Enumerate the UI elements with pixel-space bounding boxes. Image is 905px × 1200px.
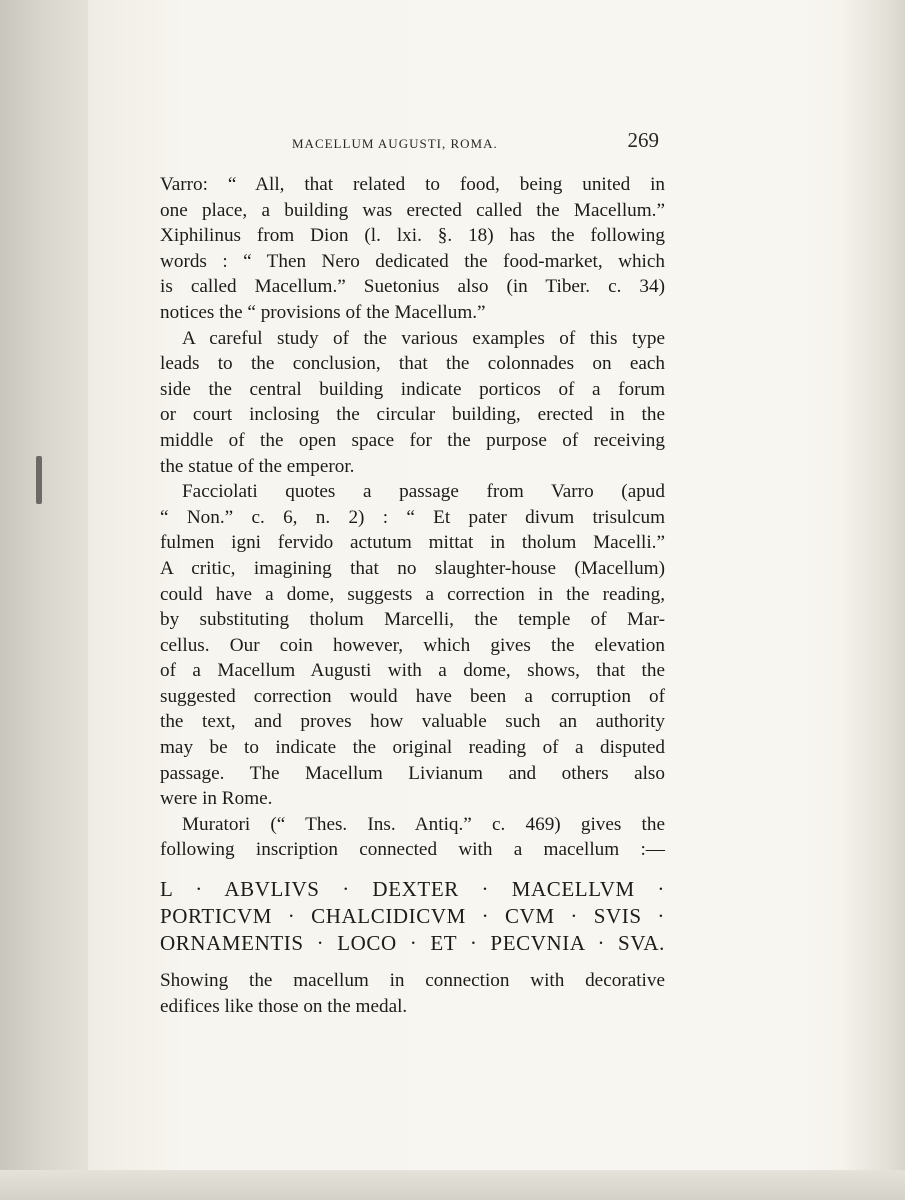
paragraph-2: [160, 326, 665, 480]
text-line: “ Non.” c. 6, n. 2) : “ Et pater divum trisulcum: [160, 506, 665, 528]
text-line: is called Macellum.” Suetonius also (in Tiber. c. 34): [160, 276, 665, 298]
text-line: passage. The Macellum Livianum and others also: [160, 762, 665, 784]
text-line: edifices like those on the medal.: [160, 995, 408, 1017]
text-line: or court inclosing the circular building, erected in the: [160, 404, 665, 426]
paragraph-4: [160, 812, 665, 863]
text-line: the statue of the emperor.: [160, 455, 355, 477]
text-line: words : “ Then Nero dedicated the food-market, which: [160, 250, 665, 272]
paragraph-3: [160, 479, 665, 812]
text-line: the text, and proves how valuable such an authority: [160, 711, 665, 733]
text-line: Showing the macellum in connection with decorative: [160, 970, 665, 991]
text-line: Muratori (“ Thes. Ins. Antiq.” c. 469) gives the: [182, 813, 665, 835]
body-text: [160, 172, 665, 863]
text-line: notices the “ provisions of the Macellum.”: [160, 301, 486, 323]
text-line: fulmen igni fervido actutum mittat in tholum Macelli.”: [160, 532, 665, 554]
text-line: were in Rome.: [160, 788, 273, 810]
text-line: leads to the conclusion, that the colonnades on each: [160, 353, 665, 375]
page-header: [160, 128, 663, 158]
text-line: cellus. Our coin however, which gives the elevation: [160, 634, 665, 656]
binding-mark: [36, 456, 42, 504]
running-head: MACELLUM AUGUSTI, ROMA.: [292, 136, 498, 151]
text-line: following inscription connected with a macellum :—: [160, 839, 665, 861]
text-line: A critic, imagining that no slaughter-house (Macellum): [160, 557, 665, 579]
text-line: one place, a building was erected called the Macellum.”: [160, 199, 665, 221]
text-line: A careful study of the various examples of this type: [182, 327, 665, 349]
text-line: Xiphilinus from Dion (l. lxi. §. 18) has the following: [160, 225, 665, 247]
text-line: Facciolati quotes a passage from Varro (apud: [182, 481, 665, 503]
inscription-line: L · ABVLIVS · DEXTER · MACELLVM ·: [160, 877, 665, 901]
page-edge: [845, 0, 905, 1200]
page-number: 269: [627, 128, 659, 152]
text-line: Varro: “ All, that related to food, being united in: [160, 174, 665, 195]
text-line: may be to indicate the original reading of a disputed: [160, 737, 665, 759]
inscription-line: ORNAMENTIS · LOCO · ET · PECVNIA · SVA.: [160, 931, 665, 955]
text-line: side the central building indicate porticos of a forum: [160, 378, 665, 400]
text-line: middle of the open space for the purpose of receiving: [160, 429, 665, 451]
paragraph-1: [160, 172, 665, 326]
text-line: could have a dome, suggests a correction in the reading,: [160, 583, 665, 605]
inscription-line: PORTICVM · CHALCIDICVM · CVM · SVIS ·: [160, 904, 665, 928]
text-line: of a Macellum Augusti with a dome, shows, that the: [160, 660, 665, 682]
page-bottom-edge: [0, 1170, 905, 1200]
closing-paragraph: [160, 968, 665, 1019]
latin-inscription: [160, 876, 665, 957]
text-line: suggested correction would have been a corruption of: [160, 685, 665, 707]
text-line: by substituting tholum Marcelli, the temple of Mar-: [160, 609, 665, 631]
